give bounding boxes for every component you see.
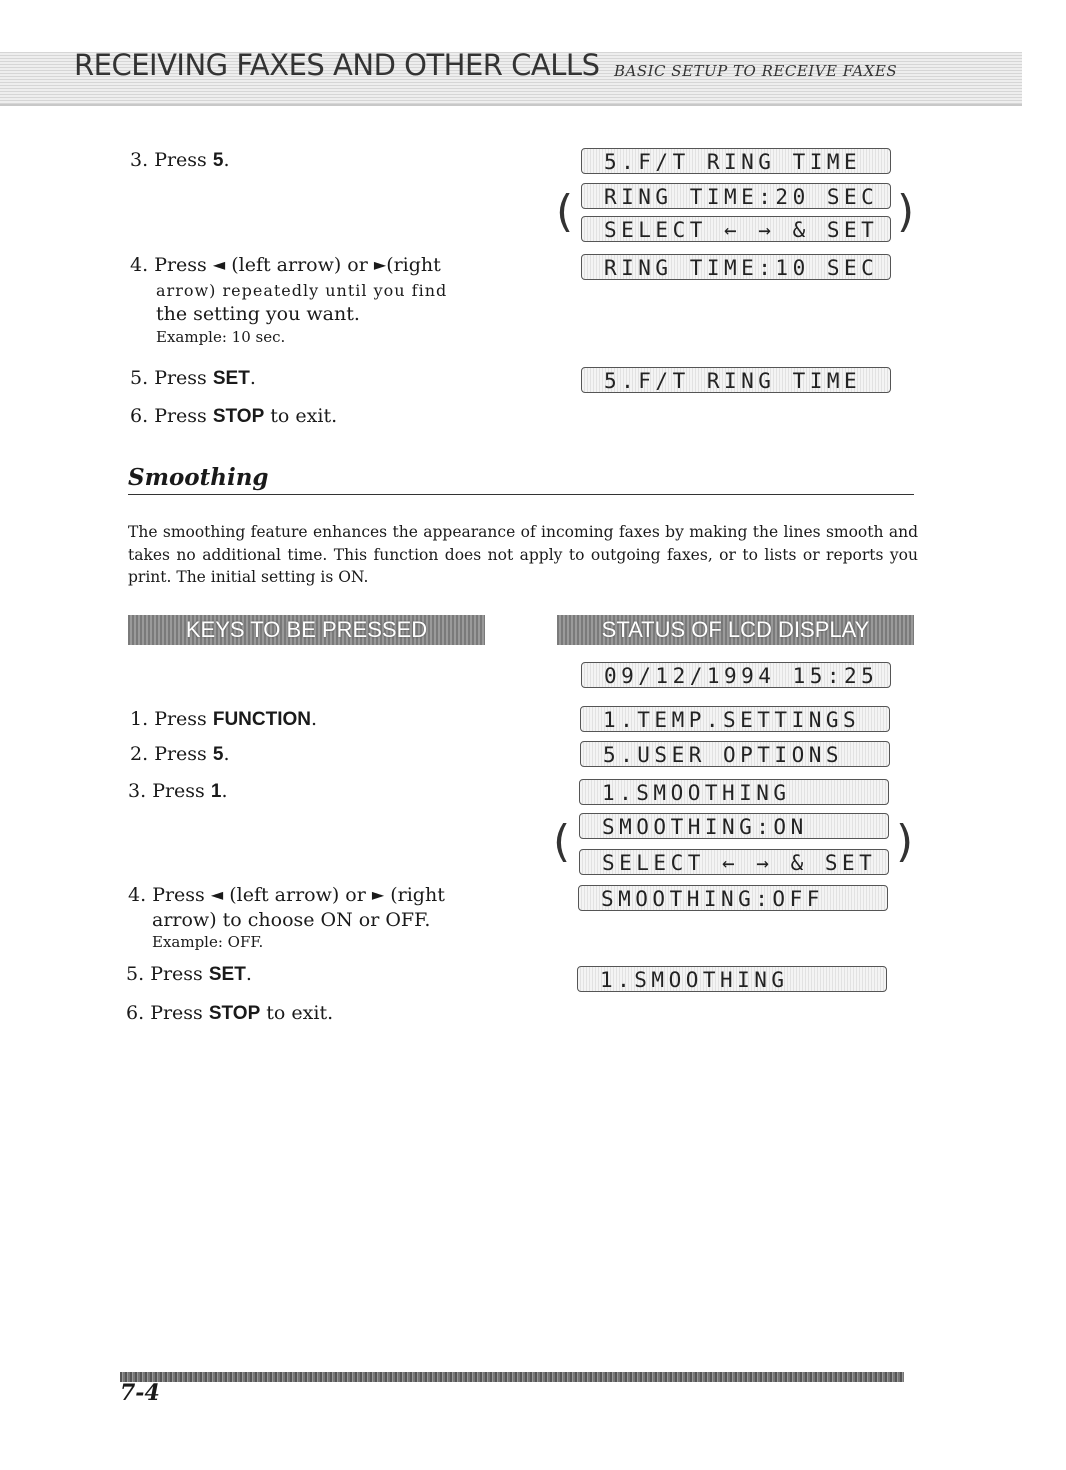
ft-step-4: 4. Press ◄ (left arrow) or ►(right (130, 254, 441, 276)
smoothing-description: The smoothing feature enhances the appearance of incoming faxes by making the lines smooth and takes no additional time. This function does not apply to outgoing faxes, or to lists or reports you print. The initial setting is ON. (128, 523, 918, 586)
footer-rule (120, 1372, 904, 1382)
lcd-display: SMOOTHING:ON (579, 813, 889, 839)
ft-step-5: 5. Press SET. (130, 367, 256, 389)
sm-step-6: 6. Press STOP to exit. (126, 1002, 334, 1024)
chapter-title: RECEIVING FAXES AND OTHER CALLS (74, 48, 600, 82)
left-arrow-icon: ◄ (210, 885, 224, 904)
cycle-arrow-right-icon: ) (897, 186, 915, 237)
ft-step-4-line2: arrow) repeatedly until you find (156, 281, 448, 300)
ft-step-4-example: Example: 10 sec. (156, 328, 286, 346)
right-arrow-icon: ► (373, 255, 387, 274)
lcd-display: SMOOTHING:OFF (578, 885, 888, 911)
status-heading: STATUS OF LCD DISPLAY (557, 615, 914, 645)
ft-step-3: 3. Press 5. (130, 149, 230, 171)
lcd-display: RING TIME:10 SEC (581, 254, 891, 280)
sm-step-5: 5. Press SET. (126, 963, 252, 985)
page-number: 7-4 (120, 1380, 160, 1406)
lcd-display: 5.F/T RING TIME (581, 367, 891, 393)
section-title: Smoothing (128, 464, 269, 491)
keys-heading: KEYS TO BE PRESSED (128, 615, 485, 645)
lcd-display: 1.SMOOTHING (579, 779, 889, 805)
lcd-display: 5.F/T RING TIME (581, 148, 891, 174)
lcd-display: 1.SMOOTHING (577, 966, 887, 992)
cycle-arrow-left-icon: ( (556, 186, 574, 237)
right-arrow-icon: ► (371, 885, 385, 904)
sm-step-2: 2. Press 5. (130, 743, 230, 765)
section-subtitle: BASIC SETUP TO RECEIVE FAXES (614, 62, 898, 80)
section-divider (128, 494, 914, 495)
sm-step-1: 1. Press FUNCTION. (130, 708, 318, 730)
left-arrow-icon: ◄ (212, 255, 226, 274)
lcd-display: 09/12/1994 15:25 (581, 662, 891, 688)
ft-step-6: 6. Press STOP to exit. (130, 405, 338, 427)
cycle-arrow-left-icon: ( (553, 816, 571, 867)
ft-step-4-line3: the setting you want. (156, 303, 360, 325)
lcd-display: SELECT ← → & SET (579, 849, 889, 875)
sm-step-4: 4. Press ◄ (left arrow) or ► (right (128, 884, 445, 906)
sm-step-3: 3. Press 1. (128, 780, 228, 802)
sm-step-4-line2: arrow) to choose ON or OFF. (152, 909, 431, 931)
sm-step-4-example: Example: OFF. (152, 933, 264, 951)
lcd-display: RING TIME:20 SEC (581, 183, 891, 209)
lcd-display: SELECT ← → & SET (581, 216, 891, 242)
lcd-display: 5.USER OPTIONS (580, 741, 890, 767)
cycle-arrow-right-icon: ) (896, 816, 914, 867)
lcd-display: 1.TEMP.SETTINGS (580, 706, 890, 732)
